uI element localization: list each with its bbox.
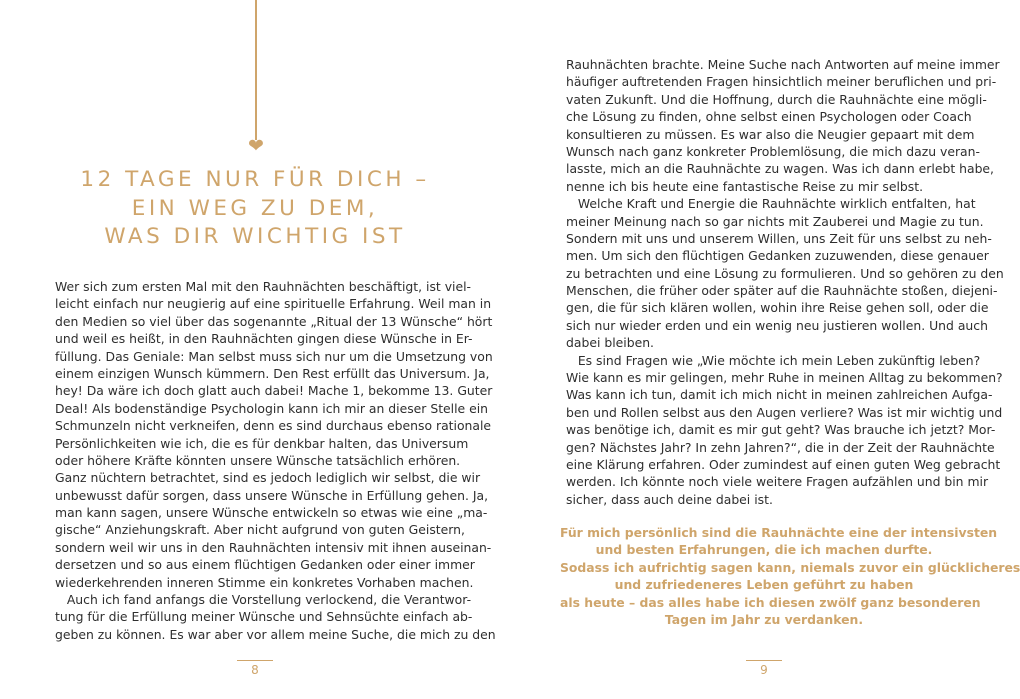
body-text-line: werden. Ich könnte noch viele weitere Fragen aufzählen und bin mir <box>566 474 989 490</box>
chapter-title-line: WAS DIR WICHTIG IST <box>104 224 406 249</box>
body-text-line: Welche Kraft und Energie die Rauhnächte wirklich entfalten, hat <box>566 196 976 212</box>
chapter-title-line: 12 TAGE NUR FÜR DICH – <box>80 167 430 192</box>
body-text-line: man kann sagen, unsere Wünsche entwickeln so etwas wie eine „ma- <box>55 505 488 521</box>
body-text-line: unbewusst dafür sorgen, dass unsere Wünsche in Erfüllung gehen. Ja, <box>55 487 489 503</box>
body-text-line: meiner Meinung nach so gar nichts mit Zauberei und Magie zu tun. <box>566 213 984 229</box>
body-text-line: Wunsch nach ganz konkreter Problemlösung, die mich dazu veran- <box>566 143 980 159</box>
body-text-line: Auch ich fand anfangs die Vorstellung verlockend, die Verantwor- <box>55 592 472 608</box>
body-text-line: dabei bleiben. <box>566 335 654 351</box>
body-text-line: vaten Zukunft. Und die Hoffnung, durch die Rauhnächte eine mögli- <box>566 91 987 107</box>
quote-line: Tagen im Jahr zu verdanken. <box>664 612 864 628</box>
body-text-line: häufiger auftretenden Fragen hinsichtlich meiner beruflichen und pri- <box>566 74 997 90</box>
body-text-line: nenne ich bis heute eine fantastische Reise zu mir selbst. <box>566 178 924 194</box>
page-number-right: 9 <box>760 663 768 677</box>
body-text-line: dersetzen und so aus einem flüchtigen Gedanken oder einer immer <box>55 557 475 573</box>
chapter-title <box>60 166 450 252</box>
body-text-line: füllung. Das Geniale: Man selbst muss sich nur um die Umsetzung von <box>55 348 493 364</box>
page-number-rule <box>746 660 782 661</box>
right-body-text <box>566 56 1004 508</box>
body-text-line: men. Um sich den flüchtigen Gedanken zuzuwenden, diese genauer <box>566 248 989 264</box>
body-text-line: gische“ Anziehungskraft. Aber nicht aufgrund von guten Geistern, <box>55 522 465 538</box>
body-text-line: Wie kann es mir gelingen, mehr Ruhe in meinen Alltag zu bekommen? <box>566 370 1003 386</box>
page-number-left: 8 <box>251 663 259 677</box>
body-text-line: Was kann ich tun, damit ich mich nicht in meinen zahlreichen Aufga- <box>566 387 993 403</box>
body-text-line: Ganz nüchtern betrachtet, sind es jedoch lediglich wir selbst, die wir <box>55 470 481 486</box>
quote-line: Sodass ich aufrichtig sagen kann, niemals zuvor ein glücklicheres <box>560 559 1020 575</box>
body-text-line: eine Klärung erfahren. Oder zumindest auf einen guten Weg gebracht <box>566 456 1001 472</box>
body-text-line: oder höhere Kräfte könnten unsere Wünsche tatsächlich erhören. <box>55 452 461 468</box>
body-text-line: gen, die für sich klären wollen, wohin ihre Reise gehen soll, oder die <box>566 300 989 316</box>
left-body-text <box>55 278 496 643</box>
body-text-line: Es sind Fragen wie „Wie möchte ich mein Leben zukünftig leben? <box>566 352 981 368</box>
body-text-line: che Lösung zu finden, ohne selbst einen Psychologen oder Coach <box>566 109 972 125</box>
body-text-line: sondern weil wir uns in den Rauhnächten intensiv mit ihnen auseinan- <box>55 539 492 555</box>
body-text-line: Persönlichkeiten wie ich, die es für denkbar halten, das Universum <box>55 435 469 451</box>
hanging-thread <box>255 0 257 140</box>
body-text-line: sicher, dass auch deine dabei ist. <box>566 491 773 507</box>
body-text-line: leicht einfach nur neugierig auf eine spirituelle Erfahrung. Weil man in <box>55 296 492 312</box>
body-text-line: Menschen, die früher oder später auf die Rauhnächte stoßen, diejeni- <box>566 283 998 299</box>
quote-line: als heute – das alles habe ich diesen zwölf ganz besonderen <box>560 594 981 610</box>
body-text-line: tung für die Erfüllung meiner Wünsche und Sehnsüchte einfach ab- <box>55 609 473 625</box>
highlight-quote <box>560 524 1020 628</box>
body-text-line: wiederkehrenden inneren Stimme ein konkretes Vorhaben machen. <box>55 574 474 590</box>
body-text-line: Schmunzeln nicht verkneifen, denn es sind durchaus ebenso rationale <box>55 418 492 434</box>
body-text-line: Wer sich zum ersten Mal mit den Rauhnächten beschäftigt, ist viel- <box>55 279 472 294</box>
chapter-title-line: EIN WEG ZU DEM, <box>131 195 379 221</box>
body-text-line: zu betrachten und eine Lösung zu formulieren. Und so gehören zu den <box>566 265 1004 281</box>
body-text-line: was benötige ich, damit es mir gut geht? Was brauche ich jetzt? Mor- <box>566 422 996 438</box>
quote-line: und besten Erfahrungen, die ich machen durfte. <box>595 542 933 558</box>
body-text-line: Sondern mit uns und unserem Willen, uns Zeit für uns selbst zu neh- <box>566 230 992 246</box>
body-text-line: konsultieren zu müssen. Es war also die Neugier gepaart mit dem <box>566 126 975 142</box>
page-number-rule <box>237 660 273 661</box>
body-text-line: und weil es heißt, in den Rauhnächten gingen diese Wünsche in Er- <box>55 331 473 347</box>
body-text-line: gen? Nächstes Jahr? In zehn Jahren?“, die in der Zeit der Rauhnächte <box>566 439 995 455</box>
quote-line: Für mich persönlich sind die Rauhnächte eine der intensivsten <box>560 525 998 540</box>
body-text-line: Deal! Als bodenständige Psychologin kann ich mir an dieser Stelle ein <box>55 400 489 416</box>
body-text-line: sich nur wieder erden und ein wenig neu justieren wollen. Und auch <box>566 317 988 333</box>
body-text-line: geben zu können. Es war aber vor allem meine Suche, die mich zu den <box>55 626 496 642</box>
body-text-line: einem einzigen Wunsch kümmern. Den Rest erfüllt das Universum. Ja, <box>55 365 490 381</box>
heart-icon: ❤ <box>248 135 264 157</box>
body-text-line: den Medien so viel über das sogenannte „Ritual der 13 Wünsche“ hört <box>55 313 493 329</box>
body-text-line: hey! Da wäre ich doch glatt auch dabei! Mache 1, bekomme 13. Guter <box>55 383 493 399</box>
body-text-line: Rauhnächten brachte. Meine Suche nach Antworten auf meine immer <box>566 57 1000 72</box>
body-text-line: ben und Rollen selbst aus den Augen verliere? Was ist mir wichtig und <box>566 404 1003 420</box>
body-text-line: lasste, mich an die Rauhnächte zu wagen. Was ich dann erlebt habe, <box>566 161 994 177</box>
quote-line: und zufriedeneres Leben geführt zu haben <box>614 577 914 593</box>
